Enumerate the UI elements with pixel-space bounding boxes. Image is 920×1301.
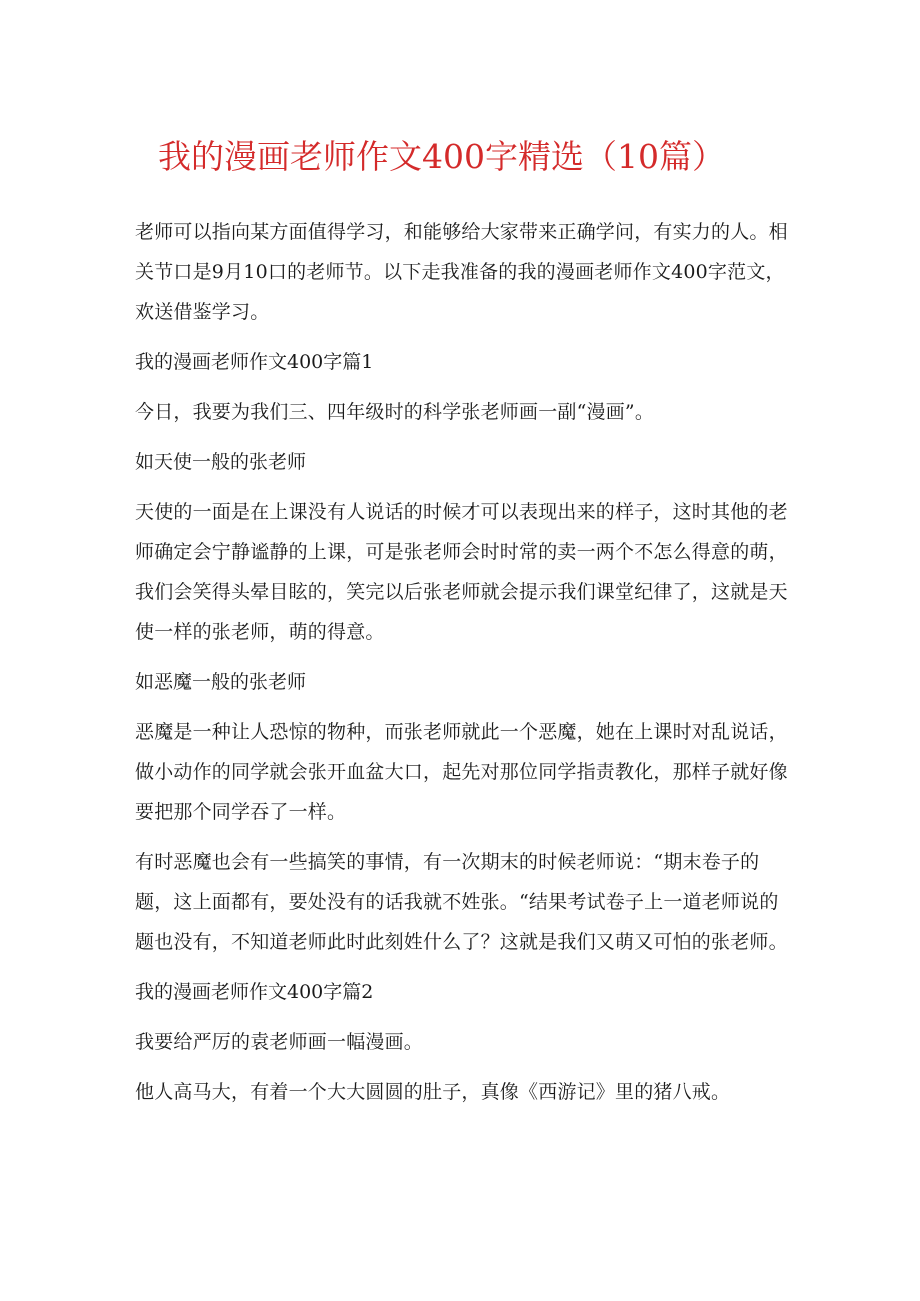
intro-paragraph: 老师可以指向某方面值得学习，和能够给大家带来正确学问，有实力的人。相关节口是9月10口的老师节。以下走我准备的我的漫画老师作文400字范文，欢送借鉴学习。 — [135, 221, 788, 323]
body-paragraph: 恶魔是一种让人恐惊的物种，而张老师就此一个恶魔，她在上课时对乱说话，做小动作的同学就会张开血盆大口，起先对那位同学指责教化，那样子就好像要把那个同学吞了一样。 — [135, 721, 788, 823]
body-paragraph: 有时恶魔也会有一些搞笑的事情，有一次期末的时候老师说：“期末卷子的题，这上面都有，要处没有的话我就不姓张。“结果考试卷子上一道老师说的题也没有，不知道老师此时此刻姓什么了？这就是我们又萌又可怕的张老师。 — [135, 851, 788, 953]
body-paragraph: 他人高马大，有着一个大大圆圆的肚子，真像《西游记》里的猪八戒。 — [135, 1081, 731, 1103]
subheading-demon-teacher: 如恶魔一般的张老师 — [135, 671, 307, 693]
document-body — [135, 212, 795, 1122]
body-paragraph: 今日，我要为我们三、四年级时的科学张老师画一副“漫画”。 — [135, 401, 655, 423]
section-heading-1: 我的漫画老师作文400字篇1 — [135, 351, 374, 373]
body-paragraph: 天使的一面是在上课没有人说话的时候才可以表现出来的样子，这时其他的老师确定会宁静谧静的上课，可是张老师会时时常的卖一两个不怎么得意的萌，我们会笑得头晕目眩的，笑完以后张老师就会提示我们课堂纪律了，这就是天使一样的张老师，萌的得意。 — [135, 501, 788, 643]
section-heading-2: 我的漫画老师作文400字篇2 — [135, 981, 374, 1003]
body-paragraph: 我要给严厉的袁老师画一幅漫画。 — [135, 1031, 424, 1053]
subheading-angel-teacher: 如天使一般的张老师 — [135, 451, 307, 473]
document-title: 我的漫画老师作文400字精选（10篇） — [158, 137, 725, 176]
